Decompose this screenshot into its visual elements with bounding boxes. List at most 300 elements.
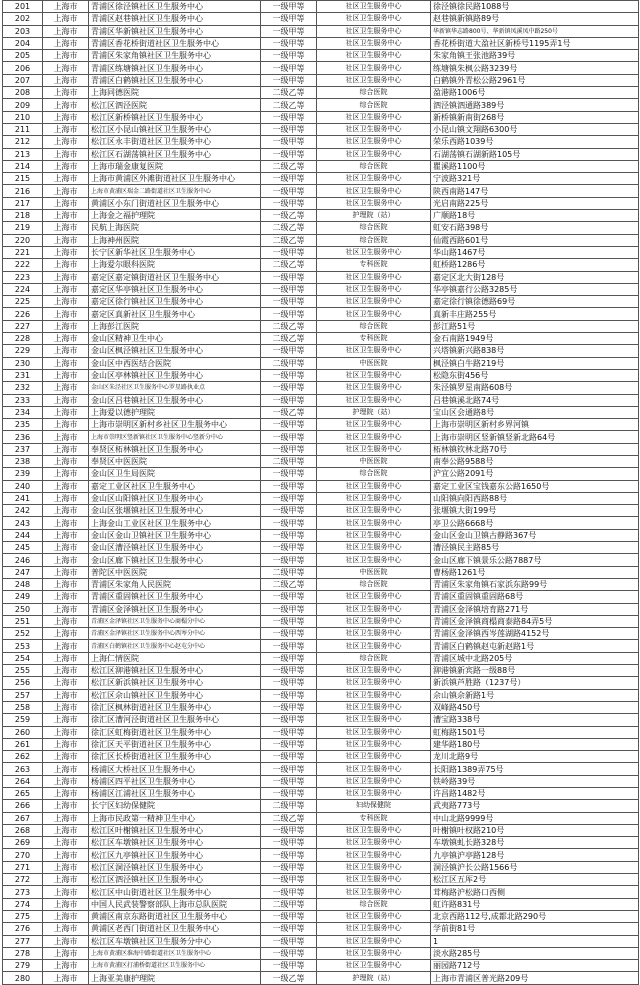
row-number-cell: 236 (3, 431, 43, 443)
institution-name-cell: 嘉定区徐行镇社区卫生服务中心 (89, 296, 261, 308)
address-cell: 盈港路1006号 (431, 87, 639, 99)
address-cell: 茸梅路沪松路口西侧 (431, 886, 639, 898)
institution-name-cell: 杨浦区江浦社区卫生服务中心 (89, 788, 261, 800)
table-row (3, 455, 639, 467)
city-cell: 上海市 (43, 197, 89, 209)
table-row (3, 554, 639, 566)
city-cell: 上海市 (43, 775, 89, 787)
row-number-cell: 269 (3, 837, 43, 849)
institution-name-cell: 上海市崇明区新村乡社区卫生服务中心 (89, 419, 261, 431)
institution-name-cell: 上海市黄浦区外滩街道社区卫生服务中心 (89, 173, 261, 185)
grade-level-cell: 二级乙等 (261, 578, 317, 590)
table-row (3, 972, 639, 984)
address-cell: 真新丰庄路255号 (431, 308, 639, 320)
institution-name-cell: 青浦区香花桥街道社区卫生服务中心 (89, 37, 261, 49)
grade-level-cell: 一级乙等 (261, 406, 317, 418)
institution-name-cell: 松江区中山街道社区卫生服务中心 (89, 886, 261, 898)
address-cell: 中山北路9999号 (431, 812, 639, 824)
institution-name-cell: 松江区小昆山镇社区卫生服务中心 (89, 123, 261, 135)
address-cell: 金山区廊下镇景乐公路7887号 (431, 554, 639, 566)
row-number-cell: 256 (3, 677, 43, 689)
grade-level-cell: 二级乙等 (261, 259, 317, 271)
grade-level-cell: 一级甲等 (261, 874, 317, 886)
institution-name-cell: 上海彭江医院 (89, 320, 261, 332)
institution-name-cell: 上海神州医院 (89, 234, 261, 246)
institution-type-cell: 专科医院 (317, 333, 431, 345)
table-row (3, 468, 639, 480)
institution-name-cell: 上海同德医院 (89, 87, 261, 99)
city-cell: 上海市 (43, 333, 89, 345)
row-number-cell: 202 (3, 13, 43, 25)
institution-type-cell: 社区卫生服务中心 (317, 419, 431, 431)
row-number-cell: 275 (3, 910, 43, 922)
address-cell: 1 (431, 935, 639, 947)
address-cell: 朱泾镇罗星南路608号 (431, 382, 639, 394)
table-row (3, 185, 639, 197)
city-cell: 上海市 (43, 849, 89, 861)
grade-level-cell: 一级甲等 (261, 173, 317, 185)
table-row (3, 578, 639, 590)
row-number-cell: 208 (3, 87, 43, 99)
address-cell: 光启南路225号 (431, 197, 639, 209)
table-row (3, 136, 639, 148)
institution-type-cell: 综合医院 (317, 222, 431, 234)
institution-name-cell: 嘉定工业区社区卫生服务中心 (89, 480, 261, 492)
institution-name-cell: 金山区金山卫镇社区卫生服务中心 (89, 529, 261, 541)
address-cell: 嘉定工业区宝钱嘉东公路1650号 (431, 480, 639, 492)
address-cell: 虹许路831号 (431, 898, 639, 910)
table-row (3, 419, 639, 431)
row-number-cell: 239 (3, 468, 43, 480)
city-cell: 上海市 (43, 591, 89, 603)
row-number-cell: 235 (3, 419, 43, 431)
institution-type-cell: 社区卫生服务中心 (317, 775, 431, 787)
institution-name-cell: 奉贤区柘林镇社区卫生服务中心 (89, 443, 261, 455)
address-cell: 青浦区金泽镇培育路271号 (431, 603, 639, 615)
row-number-cell: 234 (3, 406, 43, 418)
address-cell: 青浦区城中北路205号 (431, 652, 639, 664)
address-cell: 陕西南路147号 (431, 185, 639, 197)
grade-level-cell: 一级甲等 (261, 665, 317, 677)
table-row (3, 738, 639, 750)
table-row (3, 234, 639, 246)
institution-type-cell: 社区卫生服务中心 (317, 935, 431, 947)
city-cell: 上海市 (43, 628, 89, 640)
row-number-cell: 216 (3, 185, 43, 197)
grade-level-cell: 二级乙等 (261, 333, 317, 345)
address-cell: 石湖荡镇石湖新路105号 (431, 148, 639, 160)
address-cell: 学前街81号 (431, 923, 639, 935)
institution-type-cell: 护理院（站） (317, 406, 431, 418)
institution-type-cell: 社区卫生服务中心 (317, 136, 431, 148)
table-row (3, 505, 639, 517)
row-number-cell: 258 (3, 701, 43, 713)
grade-level-cell: 一级乙等 (261, 210, 317, 222)
table-row (3, 369, 639, 381)
address-cell: 泖港镇新宾路一级88号 (431, 665, 639, 677)
address-cell: 上海市崇明区新村乡界河镇 (431, 419, 639, 431)
institution-type-cell: 社区卫生服务中心 (317, 960, 431, 972)
row-number-cell: 264 (3, 775, 43, 787)
city-cell: 上海市 (43, 50, 89, 62)
table-row (3, 923, 639, 935)
row-number-cell: 243 (3, 517, 43, 529)
row-number-cell: 215 (3, 173, 43, 185)
address-cell: 曹杨路1261号 (431, 566, 639, 578)
row-number-cell: 231 (3, 369, 43, 381)
address-cell: 张堰镇大街199号 (431, 505, 639, 517)
address-cell: 宁波路321号 (431, 173, 639, 185)
grade-level-cell: 一级甲等 (261, 910, 317, 922)
institution-type-cell: 社区卫生服务中心 (317, 148, 431, 160)
grade-level-cell: 一级甲等 (261, 271, 317, 283)
table-row (3, 492, 639, 504)
row-number-cell: 263 (3, 763, 43, 775)
table-row (3, 652, 639, 664)
row-number-cell: 212 (3, 136, 43, 148)
institution-type-cell: 社区卫生服务中心 (317, 197, 431, 209)
institution-type-cell: 社区卫生服务中心 (317, 591, 431, 603)
address-cell: 瞿溪路1100号 (431, 160, 639, 172)
institution-type-cell: 社区卫生服务中心 (317, 296, 431, 308)
table-row (3, 308, 639, 320)
institution-name-cell: 徐汇区枫林街道社区卫生服务中心 (89, 701, 261, 713)
city-cell: 上海市 (43, 886, 89, 898)
city-cell: 上海市 (43, 357, 89, 369)
city-cell: 上海市 (43, 283, 89, 295)
row-number-cell: 271 (3, 861, 43, 873)
institution-type-cell: 社区卫生服务中心 (317, 554, 431, 566)
institution-name-cell: 徐汇区虹梅街道社区卫生服务中心 (89, 726, 261, 738)
institution-type-cell: 综合医院 (317, 234, 431, 246)
table-row (3, 50, 639, 62)
institution-name-cell: 金山区吕巷镇社区卫生服务中心 (89, 394, 261, 406)
grade-level-cell: 二级乙等 (261, 87, 317, 99)
grade-level-cell: 一级甲等 (261, 480, 317, 492)
institution-type-cell: 社区卫生服务中心 (317, 394, 431, 406)
institution-type-cell: 综合医院 (317, 652, 431, 664)
address-cell: 新浜镇芦胜路（1237号） (431, 677, 639, 689)
institution-name-cell: 徐汇区漕河泾街道社区卫生服务中心 (89, 714, 261, 726)
grade-level-cell: 一级甲等 (261, 13, 317, 25)
row-number-cell: 209 (3, 99, 43, 111)
institution-name-cell: 松江区新桥镇社区卫生服务中心 (89, 111, 261, 123)
row-number-cell: 280 (3, 972, 43, 984)
address-cell: 许昌路1482号 (431, 788, 639, 800)
address-cell: 双峰路450号 (431, 701, 639, 713)
row-number-cell: 279 (3, 960, 43, 972)
grade-level-cell: 一级甲等 (261, 886, 317, 898)
institution-name-cell: 金山区精神卫生中心 (89, 333, 261, 345)
table-row (3, 123, 639, 135)
table-row (3, 197, 639, 209)
institution-name-cell: 青浦区朱家角镇社区卫生服务中心 (89, 50, 261, 62)
grade-level-cell: 二级乙等 (261, 99, 317, 111)
grade-level-cell: 一级甲等 (261, 431, 317, 443)
grade-level-cell: 一级甲等 (261, 283, 317, 295)
city-cell: 上海市 (43, 701, 89, 713)
table-row (3, 763, 639, 775)
city-cell: 上海市 (43, 25, 89, 37)
institution-type-cell: 中医医院 (317, 455, 431, 467)
table-row (3, 246, 639, 258)
institution-type-cell: 社区卫生服务中心 (317, 640, 431, 652)
address-cell: 嘉定徐行镇徐德路69号 (431, 296, 639, 308)
address-cell: 华新镇华志路800号、华新镇凤溪凤中路250号 (431, 25, 639, 37)
institution-type-cell: 综合医院 (317, 898, 431, 910)
institution-type-cell: 社区卫生服务中心 (317, 505, 431, 517)
city-cell: 上海市 (43, 640, 89, 652)
table-row (3, 701, 639, 713)
city-cell: 上海市 (43, 689, 89, 701)
row-number-cell: 225 (3, 296, 43, 308)
row-number-cell: 272 (3, 874, 43, 886)
address-cell: 上海市青浦区普光路209号 (431, 972, 639, 984)
institution-type-cell: 社区卫生服务中心 (317, 50, 431, 62)
address-cell: 小昆山镇文翔路6300号 (431, 123, 639, 135)
institution-type-cell: 社区卫生服务中心 (317, 246, 431, 258)
institution-name-cell: 杨浦区四平社区卫生服务中心 (89, 775, 261, 787)
institution-type-cell: 社区卫生服务中心 (317, 37, 431, 49)
institution-name-cell: 松江区泗泾镇社区卫生服务中心 (89, 874, 261, 886)
table-row (3, 714, 639, 726)
row-number-cell: 223 (3, 271, 43, 283)
table-row (3, 603, 639, 615)
grade-level-cell: 一级甲等 (261, 185, 317, 197)
institution-type-cell: 社区卫生服务中心 (317, 628, 431, 640)
city-cell: 上海市 (43, 419, 89, 431)
institution-type-cell: 社区卫生服务中心 (317, 689, 431, 701)
address-cell: 虹梅路1501号 (431, 726, 639, 738)
grade-level-cell: 一级甲等 (261, 382, 317, 394)
address-cell: 九亭镇沪亭路128号 (431, 849, 639, 861)
institution-type-cell: 社区卫生服务中心 (317, 615, 431, 627)
institution-name-cell: 松江区新浜镇社区卫生服务中心 (89, 677, 261, 689)
grade-level-cell: 一级甲等 (261, 394, 317, 406)
row-number-cell: 226 (3, 308, 43, 320)
address-cell: 长阳路1389弄75号 (431, 763, 639, 775)
city-cell: 上海市 (43, 271, 89, 283)
city-cell: 上海市 (43, 160, 89, 172)
address-cell: 叶榭镇叶权路210号 (431, 824, 639, 836)
address-cell: 赵巷镇新镇路89号 (431, 13, 639, 25)
table-row (3, 824, 639, 836)
institution-name-cell: 青浦区华新镇社区卫生服务中心 (89, 25, 261, 37)
institution-type-cell: 社区卫生服务中心 (317, 837, 431, 849)
row-number-cell: 267 (3, 812, 43, 824)
address-cell: 金石南路1949号 (431, 333, 639, 345)
row-number-cell: 242 (3, 505, 43, 517)
city-cell: 上海市 (43, 751, 89, 763)
city-cell: 上海市 (43, 62, 89, 74)
grade-level-cell: 二级甲等 (261, 898, 317, 910)
institution-type-cell: 社区卫生服务中心 (317, 492, 431, 504)
row-number-cell: 247 (3, 566, 43, 578)
institution-name-cell: 松江区九亭镇社区卫生服务中心 (89, 849, 261, 861)
table-row (3, 628, 639, 640)
city-cell: 上海市 (43, 603, 89, 615)
table-row (3, 874, 639, 886)
city-cell: 上海市 (43, 788, 89, 800)
grade-level-cell: 一级甲等 (261, 492, 317, 504)
city-cell: 上海市 (43, 861, 89, 873)
city-cell: 上海市 (43, 960, 89, 972)
row-number-cell: 262 (3, 751, 43, 763)
row-number-cell: 217 (3, 197, 43, 209)
city-cell: 上海市 (43, 492, 89, 504)
institution-name-cell: 民航上海医院 (89, 222, 261, 234)
institution-type-cell: 社区卫生服务中心 (317, 173, 431, 185)
table-row (3, 886, 639, 898)
institution-name-cell: 上海市黄浦区打浦桥街道社区卫生服务中心 (89, 960, 261, 972)
address-cell: 建华路180号 (431, 738, 639, 750)
grade-level-cell: 一级甲等 (261, 111, 317, 123)
address-cell: 朱家角镇王张池路39号 (431, 50, 639, 62)
city-cell: 上海市 (43, 345, 89, 357)
row-number-cell: 222 (3, 259, 43, 271)
address-cell: 青浦区金泽镇商榻商泰路84弄5号 (431, 615, 639, 627)
grade-level-cell: 一级甲等 (261, 751, 317, 763)
address-cell: 泗泾镇泗通路389号 (431, 99, 639, 111)
table-row (3, 259, 639, 271)
institution-name-cell: 徐汇区长桥街道社区卫生服务中心 (89, 751, 261, 763)
city-cell: 上海市 (43, 837, 89, 849)
row-number-cell: 277 (3, 935, 43, 947)
row-number-cell: 254 (3, 652, 43, 664)
city-cell: 上海市 (43, 972, 89, 984)
table-row (3, 431, 639, 443)
institution-name-cell: 青浦区朱家角人民医院 (89, 578, 261, 590)
institution-name-cell: 松江区佘山镇社区卫生服务中心 (89, 689, 261, 701)
address-cell: 兴塔镇新兴路838号 (431, 345, 639, 357)
institution-type-cell: 社区卫生服务中心 (317, 308, 431, 320)
row-number-cell: 270 (3, 849, 43, 861)
table-row (3, 788, 639, 800)
institution-type-cell: 专科医院 (317, 259, 431, 271)
table-row (3, 25, 639, 37)
grade-level-cell: 一级甲等 (261, 136, 317, 148)
table-row (3, 296, 639, 308)
institution-name-cell: 青浦区金泽镇社区卫生服务中心商榻分中心 (89, 615, 261, 627)
row-number-cell: 214 (3, 160, 43, 172)
institution-type-cell: 社区卫生服务中心 (317, 677, 431, 689)
institution-name-cell: 普陀区中医医院 (89, 566, 261, 578)
address-cell: 松江区五厍2号 (431, 874, 639, 886)
address-cell: 沪宜公路2091号 (431, 468, 639, 480)
institution-name-cell: 上海爱以德护理院 (89, 406, 261, 418)
grade-level-cell: 一级甲等 (261, 677, 317, 689)
institution-name-cell: 上海金之福护理院 (89, 210, 261, 222)
table-row (3, 910, 639, 922)
city-cell: 上海市 (43, 246, 89, 258)
address-cell: 荣乐西路1039号 (431, 136, 639, 148)
institution-type-cell: 社区卫生服务中心 (317, 910, 431, 922)
institution-name-cell: 金山区漕泾镇社区卫生服务中心 (89, 542, 261, 554)
table-row (3, 751, 639, 763)
institution-name-cell: 松江区永丰街道社区卫生服务中心 (89, 136, 261, 148)
grade-level-cell: 一级甲等 (261, 714, 317, 726)
institution-type-cell: 综合医院 (317, 160, 431, 172)
address-cell: 宝山区会通路8号 (431, 406, 639, 418)
institution-type-cell: 社区卫生服务中心 (317, 861, 431, 873)
institution-name-cell: 中国人民武装警察部队上海市总队医院 (89, 898, 261, 910)
institution-name-cell: 松江区石湖荡镇社区卫生服务中心 (89, 148, 261, 160)
city-cell: 上海市 (43, 210, 89, 222)
institution-name-cell: 奉贤区中医医院 (89, 455, 261, 467)
table-row (3, 542, 639, 554)
institution-name-cell: 上海金山工业区社区卫生服务中心 (89, 517, 261, 529)
table-row (3, 1, 639, 13)
institution-name-cell: 青浦区徐泾镇社区卫生服务中心 (89, 1, 261, 13)
row-number-cell: 229 (3, 345, 43, 357)
grade-level-cell: 一级甲等 (261, 148, 317, 160)
address-cell: 枫泾镇白牛路219号 (431, 357, 639, 369)
institution-type-cell: 社区卫生服务中心 (317, 431, 431, 443)
address-cell: 青浦区金泽镇西岑莲湖路4152号 (431, 628, 639, 640)
institution-name-cell: 金山区朱泾社区卫生服务中心罗星路执业点 (89, 382, 261, 394)
grade-level-cell: 二级甲等 (261, 455, 317, 467)
institution-type-cell: 社区卫生服务中心 (317, 271, 431, 283)
row-number-cell: 265 (3, 788, 43, 800)
institution-name-cell: 黄浦区南京东路街道社区卫生服务中心 (89, 910, 261, 922)
address-cell: 华山路1467号 (431, 246, 639, 258)
row-number-cell: 232 (3, 382, 43, 394)
grade-level-cell: 一级甲等 (261, 689, 317, 701)
row-number-cell: 220 (3, 234, 43, 246)
city-cell: 上海市 (43, 910, 89, 922)
row-number-cell: 237 (3, 443, 43, 455)
table-row (3, 443, 639, 455)
address-cell: 华亭镇嘉行公路3285号 (431, 283, 639, 295)
table-row (3, 898, 639, 910)
grade-level-cell: 一级甲等 (261, 788, 317, 800)
institution-name-cell: 金山区中西医结合医院 (89, 357, 261, 369)
institution-type-cell: 综合医院 (317, 99, 431, 111)
city-cell: 上海市 (43, 947, 89, 959)
city-cell: 上海市 (43, 136, 89, 148)
institution-name-cell: 上海市瑞金康复医院 (89, 160, 261, 172)
table-row (3, 947, 639, 959)
city-cell: 上海市 (43, 874, 89, 886)
grade-level-cell: 二级乙等 (261, 812, 317, 824)
address-cell: 佘山镇佘新路1号 (431, 689, 639, 701)
grade-level-cell: 一级甲等 (261, 345, 317, 357)
city-cell: 上海市 (43, 824, 89, 836)
table-row (3, 775, 639, 787)
grade-level-cell: 一级甲等 (261, 25, 317, 37)
address-cell: 白鹤镇外青松公路2961号 (431, 74, 639, 86)
grade-level-cell: 一级甲等 (261, 123, 317, 135)
city-cell: 上海市 (43, 369, 89, 381)
address-cell: 柘林镇钦林北路70号 (431, 443, 639, 455)
institution-type-cell: 社区卫生服务中心 (317, 382, 431, 394)
city-cell: 上海市 (43, 923, 89, 935)
address-cell: 北京西路112号,成都北路290号 (431, 910, 639, 922)
institution-name-cell: 上海市黄浦区淮海中路街道社区卫生服务中心 (89, 947, 261, 959)
institution-name-cell: 金山区张堰镇社区卫生服务中心 (89, 505, 261, 517)
institution-type-cell: 社区卫生服务中心 (317, 480, 431, 492)
grade-level-cell: 一级甲等 (261, 517, 317, 529)
table-row (3, 726, 639, 738)
institution-type-cell: 社区卫生服务中心 (317, 74, 431, 86)
row-number-cell: 227 (3, 320, 43, 332)
grade-level-cell: 二级乙等 (261, 160, 317, 172)
institution-type-cell: 妇幼保健院 (317, 800, 431, 812)
address-cell: 漕宝路338号 (431, 714, 639, 726)
grade-level-cell: 一级甲等 (261, 701, 317, 713)
row-number-cell: 238 (3, 455, 43, 467)
table-row (3, 529, 639, 541)
